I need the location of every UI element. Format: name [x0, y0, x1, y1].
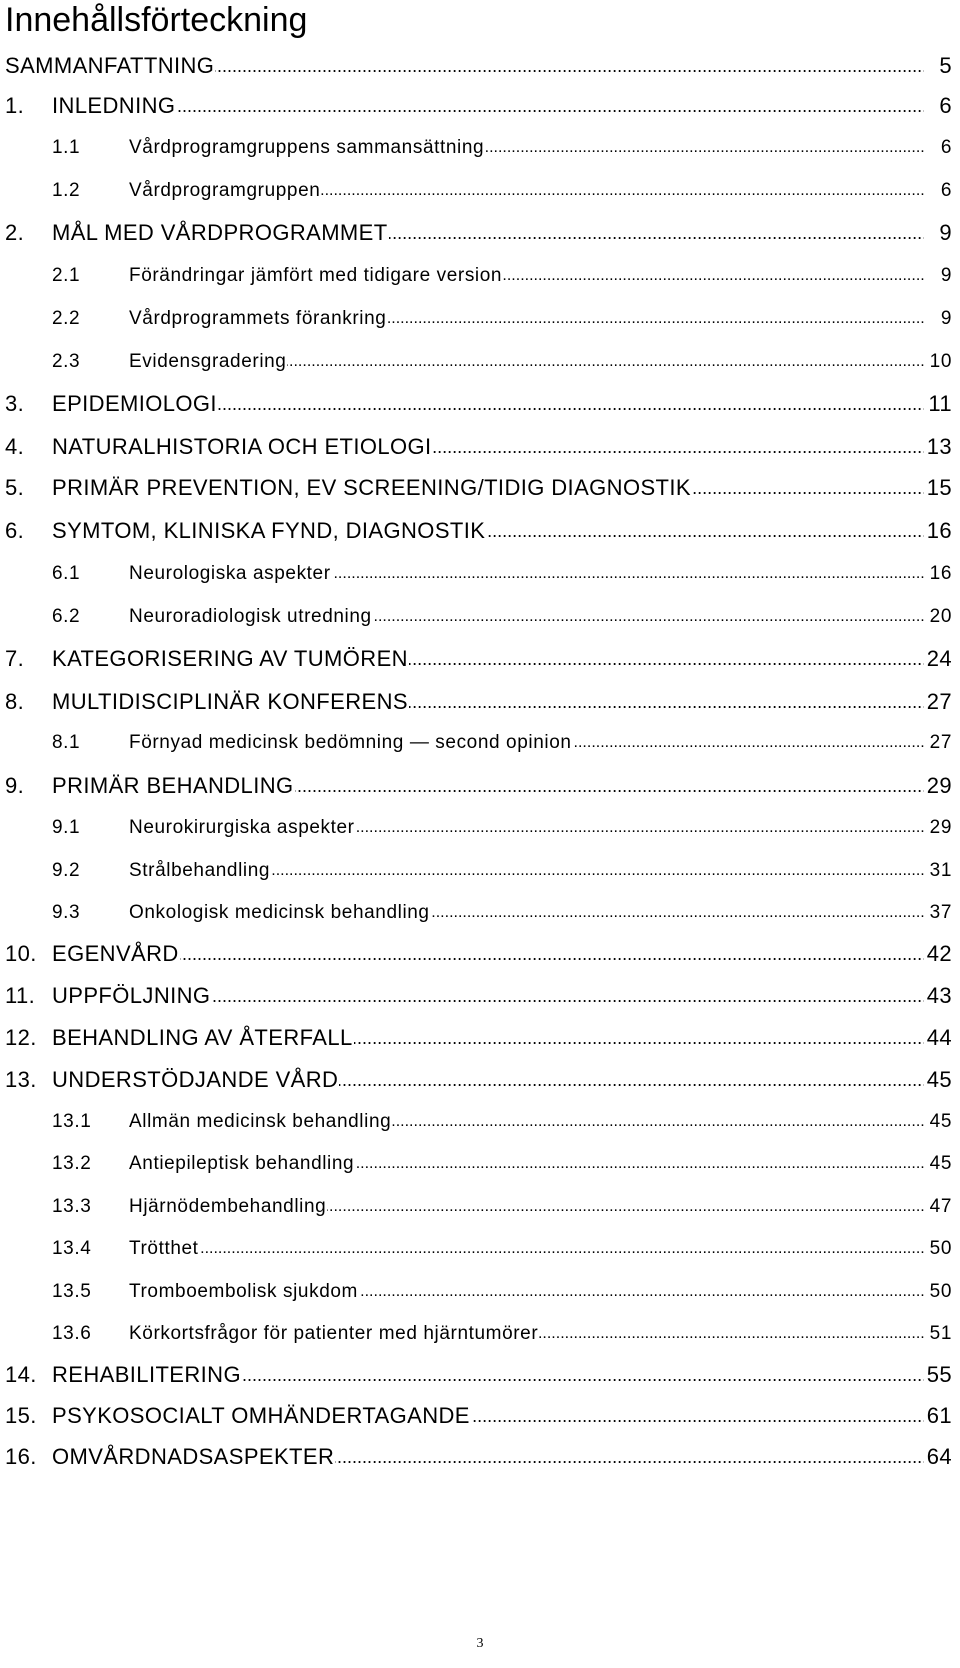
- toc-entry-page: 45: [928, 1146, 952, 1182]
- toc-entry-title: UPPFÖLJNING: [52, 978, 211, 1014]
- toc-entry-page: 29: [928, 810, 952, 846]
- dot-leader: [52, 936, 924, 972]
- toc-entry[interactable]: [0, 258, 960, 294]
- toc-entry[interactable]: [0, 344, 960, 380]
- dot-leader: [129, 1231, 924, 1267]
- toc-entry-number: 2.1: [52, 258, 80, 294]
- toc-entry-page: 31: [928, 853, 952, 889]
- toc-entry-title: Körkortsfrågor för patienter med hjärntumörer: [129, 1316, 539, 1352]
- toc-entry-page: 5: [937, 48, 952, 84]
- toc-entry[interactable]: [0, 1439, 960, 1475]
- toc-entry-page: 13: [925, 429, 952, 465]
- toc-entry-page: 24: [925, 641, 952, 677]
- toc-entry-title: Vårdprogramgruppens sammansättning: [129, 130, 485, 166]
- toc-entry[interactable]: [0, 173, 960, 209]
- toc-entry-title: Trötthet: [129, 1231, 200, 1267]
- toc-entry-number: 2.: [5, 215, 24, 251]
- toc-entry[interactable]: [0, 978, 960, 1014]
- toc-entry[interactable]: [0, 1020, 960, 1056]
- dot-leader: [52, 88, 924, 124]
- toc-entry[interactable]: [0, 684, 960, 720]
- toc-entry-number: 13.6: [52, 1316, 91, 1352]
- toc-entry-page: 42: [925, 936, 952, 972]
- toc-entry-number: 8.1: [52, 725, 80, 761]
- toc-entry-page: 10: [928, 344, 952, 380]
- toc-entry-number: 5.: [5, 470, 24, 506]
- toc-entry-title: PSYKOSOCIALT OMHÄNDERTAGANDE: [52, 1398, 471, 1434]
- toc-entry-page: 37: [928, 895, 952, 931]
- page-number: 3: [476, 1636, 484, 1651]
- toc-entry[interactable]: [0, 599, 960, 635]
- toc-entry-number: 9.2: [52, 853, 80, 889]
- toc-entry-page: 6: [937, 88, 952, 124]
- toc-entry[interactable]: [0, 1357, 960, 1393]
- toc-entry-title: Neuroradiologisk utredning: [129, 599, 373, 635]
- toc-entry-page: 44: [925, 1020, 952, 1056]
- toc-entry-number: 1.1: [52, 130, 80, 166]
- toc-entry-page: 55: [925, 1357, 952, 1393]
- toc-entry[interactable]: [0, 1231, 960, 1267]
- toc-entry-title: KATEGORISERING AV TUMÖREN: [52, 641, 409, 677]
- toc-entry-number: 13.1: [52, 1104, 91, 1140]
- toc-entry-number: 2.2: [52, 301, 80, 337]
- toc-entry-number: 16.: [5, 1439, 37, 1475]
- toc-entry[interactable]: [0, 1104, 960, 1140]
- toc-entry-title: Strålbehandling: [129, 853, 271, 889]
- toc-entry[interactable]: [0, 1398, 960, 1434]
- toc-entry-title: SAMMANFATTNING: [5, 48, 215, 84]
- toc-entry-number: 13.5: [52, 1274, 91, 1310]
- toc-entry-page: 9: [939, 301, 952, 337]
- toc-entry-number: 3.: [5, 386, 24, 422]
- toc-entry[interactable]: [0, 513, 960, 549]
- toc-entry-title: PRIMÄR BEHANDLING: [52, 768, 295, 804]
- toc-entry-title: MULTIDISCIPLINÄR KONFERENS: [52, 684, 409, 720]
- toc-entry-page: 6: [939, 130, 952, 166]
- toc-entry-title: Tromboembolisk sjukdom: [129, 1274, 359, 1310]
- toc-entry-page: 11: [926, 386, 952, 422]
- toc-entry-page: 27: [925, 684, 952, 720]
- toc-entry[interactable]: [0, 470, 960, 506]
- toc-entry[interactable]: [0, 215, 960, 251]
- toc-entry-number: 4.: [5, 429, 24, 465]
- toc-entry-page: 9: [937, 215, 952, 251]
- toc-entry-title: EPIDEMIOLOGI: [52, 386, 218, 422]
- toc-entry-title: REHABILITERING: [52, 1357, 242, 1393]
- toc-entry[interactable]: [0, 429, 960, 465]
- toc-entry[interactable]: [0, 768, 960, 804]
- toc-entry-number: 1.2: [52, 173, 80, 209]
- toc-entry-number: 13.: [5, 1062, 37, 1098]
- toc-entry-page: 61: [925, 1398, 952, 1434]
- toc-entry-page: 45: [925, 1062, 952, 1098]
- toc-entry-page: 64: [925, 1439, 952, 1475]
- toc-entry-title: NATURALHISTORIA OCH ETIOLOGI: [52, 429, 433, 465]
- toc-entry-number: 8.: [5, 684, 24, 720]
- toc-entry-title: Neurokirurgiska aspekter: [129, 810, 356, 846]
- toc-entry-page: 16: [925, 513, 952, 549]
- toc-entry-page: 47: [928, 1189, 952, 1225]
- toc-entry[interactable]: [0, 810, 960, 846]
- toc-entry-number: 15.: [5, 1398, 37, 1434]
- toc-entry-page: 50: [928, 1274, 952, 1310]
- toc-entry-number: 1.: [5, 88, 24, 124]
- toc-entry-page: 6: [939, 173, 952, 209]
- toc-entry-number: 6.: [5, 513, 24, 549]
- toc-entry-title: BEHANDLING AV ÅTERFALL: [52, 1020, 354, 1056]
- toc-entry-number: 13.2: [52, 1146, 91, 1182]
- toc-entry-number: 9.1: [52, 810, 80, 846]
- toc-entry-title: Allmän medicinsk behandling: [129, 1104, 392, 1140]
- toc-entry[interactable]: [0, 1146, 960, 1182]
- toc-entry-title: Förnyad medicinsk bedömning — second opinion: [129, 725, 573, 761]
- toc-entry-page: 15: [925, 470, 952, 506]
- toc-entry-number: 12.: [5, 1020, 37, 1056]
- toc-entry-page: 51: [928, 1316, 952, 1352]
- toc-entry[interactable]: [0, 1274, 960, 1310]
- toc-entry[interactable]: [0, 641, 960, 677]
- toc-entry-page: 43: [925, 978, 952, 1014]
- toc-entry-page: 50: [928, 1231, 952, 1267]
- toc-entry-page: 27: [928, 725, 952, 761]
- toc-entry[interactable]: [0, 130, 960, 166]
- toc-entry-page: 29: [925, 768, 952, 804]
- toc-entry[interactable]: [0, 1316, 960, 1352]
- toc-entry[interactable]: [0, 48, 960, 84]
- toc-entry[interactable]: [0, 1189, 960, 1225]
- toc-entry-page: 16: [928, 556, 952, 592]
- toc-entry[interactable]: [0, 895, 960, 931]
- toc-entry-title: Vårdprogrammets förankring: [129, 301, 387, 337]
- toc-entry-number: 9.3: [52, 895, 80, 931]
- toc-entry[interactable]: [0, 88, 960, 124]
- toc-entry-title: OMVÅRDNADSASPEKTER: [52, 1439, 335, 1475]
- toc-entry-number: 13.4: [52, 1231, 91, 1267]
- toc-entry-number: 9.: [5, 768, 24, 804]
- toc-entry-title: UNDERSTÖDJANDE VÅRD: [52, 1062, 339, 1098]
- toc-entry-title: SYMTOM, KLINISKA FYND, DIAGNOSTIK: [52, 513, 486, 549]
- toc-entry[interactable]: [0, 853, 960, 889]
- toc-entry-title: INLEDNING: [52, 88, 176, 124]
- toc-entry-number: 13.3: [52, 1189, 91, 1225]
- toc-entry-number: 6.2: [52, 599, 80, 635]
- toc-entry-title: Neurologiska aspekter: [129, 556, 332, 592]
- toc-entry[interactable]: [0, 556, 960, 592]
- toc-entry-number: 6.1: [52, 556, 80, 592]
- toc-entry-page: 45: [928, 1104, 952, 1140]
- toc-entry-page: 20: [928, 599, 952, 635]
- toc-entry[interactable]: [0, 725, 960, 761]
- toc-entry[interactable]: [0, 936, 960, 972]
- toc-entry-title: Vårdprogramgruppen: [129, 173, 321, 209]
- toc-entry[interactable]: [0, 1062, 960, 1098]
- toc-entry-number: 2.3: [52, 344, 80, 380]
- toc-entry-title: EGENVÅRD: [52, 936, 180, 972]
- toc-entry-number: 10.: [5, 936, 37, 972]
- toc-entry-page: 9: [939, 258, 952, 294]
- toc-entry-title: PRIMÄR PREVENTION, EV SCREENING/TIDIG DIAGNOSTIK: [52, 470, 692, 506]
- toc-entry-title: Hjärnödembehandling: [129, 1189, 327, 1225]
- toc-entry[interactable]: [0, 301, 960, 337]
- toc-entry-title: Onkologisk medicinsk behandling: [129, 895, 431, 931]
- page-title: Innehållsförteckning: [5, 1, 308, 39]
- toc-entry-number: 14.: [5, 1357, 37, 1393]
- toc-entry-title: Förändringar jämfört med tidigare version: [129, 258, 503, 294]
- toc-entry-number: 7.: [5, 641, 24, 677]
- toc-entry[interactable]: [0, 386, 960, 422]
- toc-entry-title: Evidensgradering: [129, 344, 287, 380]
- toc-entry-number: 11.: [5, 978, 35, 1014]
- toc-entry-title: MÅL MED VÅRDPROGRAMMET: [52, 215, 389, 251]
- toc-entry-title: Antiepileptisk behandling: [129, 1146, 355, 1182]
